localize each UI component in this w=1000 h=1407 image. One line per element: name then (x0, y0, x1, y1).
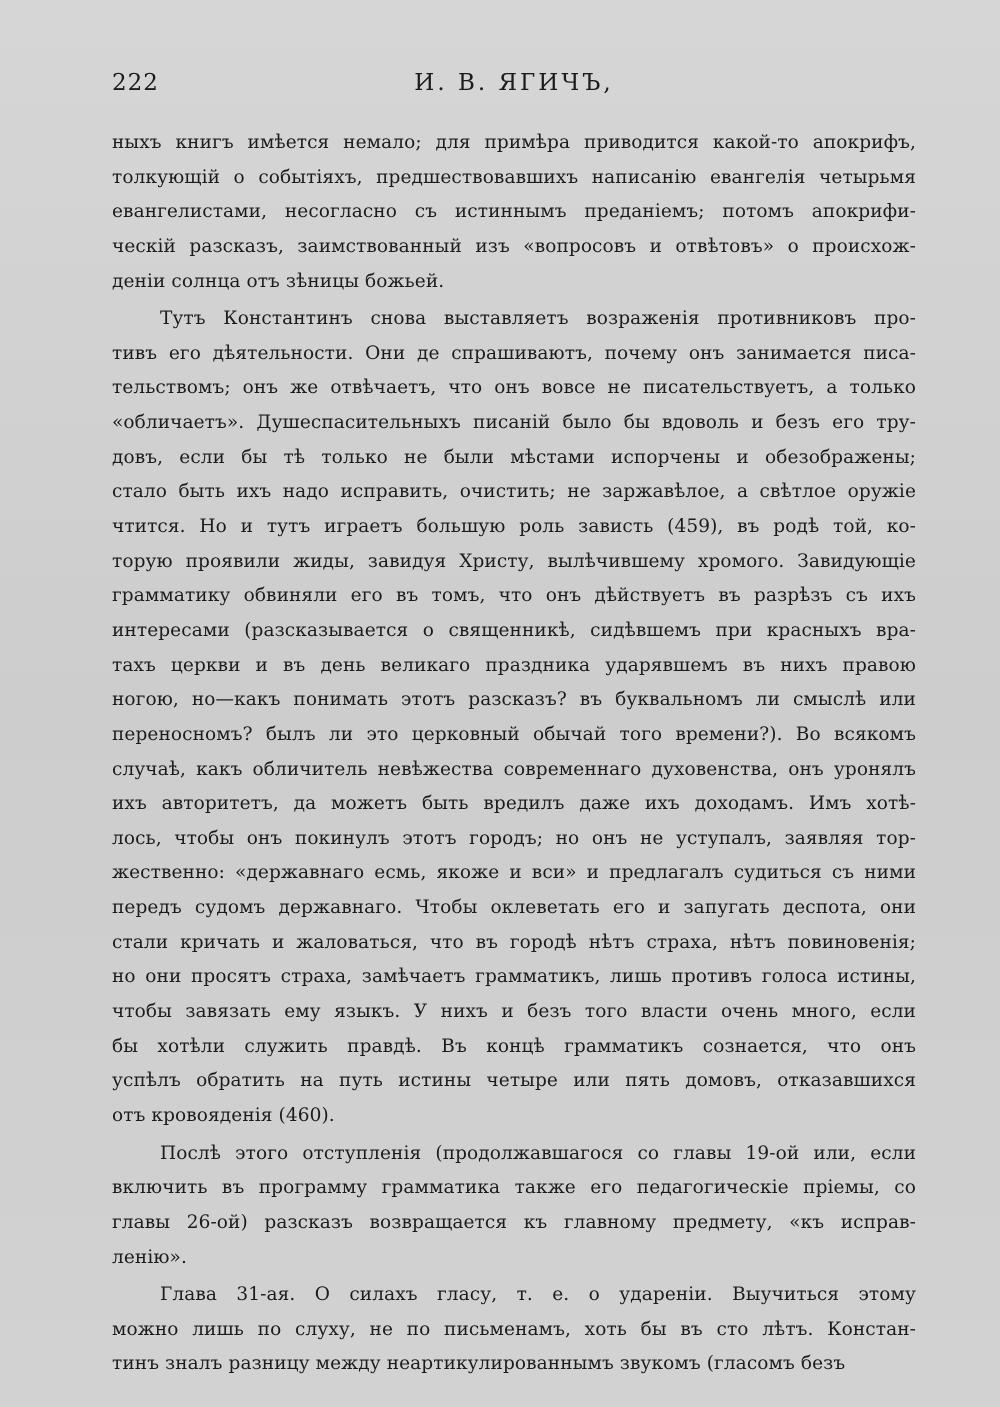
text-line: случаѣ, какъ обличитель невѣжества современнаго духовенства, онъ уронялъ (112, 758, 916, 780)
text-line: чтобы завязать ему языкъ. У нихъ и безъ того власти очень много, если (112, 1001, 916, 1023)
text-line: ленію». (112, 1246, 187, 1268)
text-line: ихъ авторитетъ, да можетъ быть вредилъ даже ихъ доходамъ. Имъ хотѣ- (112, 793, 916, 815)
text-line: переносномъ? былъ ли это церковный обычай того времени?). Во всякомъ (112, 723, 916, 745)
text-line: Послѣ этого отступленія (продолжавшагося со главы 19-ой или, если (160, 1142, 916, 1164)
page-header (112, 70, 916, 106)
text-line: бы хотѣли служить правдѣ. Въ концѣ грамматикъ сознается, что онъ (112, 1035, 916, 1057)
text-line: жественно: «державнаго есмь, якоже и вси» и предлагалъ судиться съ ними (112, 862, 916, 884)
running-head: И. В. ЯГИЧЪ, (414, 70, 614, 96)
text-line: ческій разсказъ, заимствованный изъ «вопросовъ и отвѣтовъ» о происхож- (112, 235, 916, 257)
text-line: тельствомъ; онъ же отвѣчаетъ, что онъ вовсе не писательствуетъ, а только (112, 377, 916, 399)
text-line: евангелистами, несогласно съ истиннымъ преданіемъ; потомъ апокрифи- (112, 201, 916, 223)
text-line: «обличаетъ». Душеспасительныхъ писаній было бы вдоволь и безъ его тру- (112, 412, 916, 434)
text-line: деніи солнца отъ зѣницы божьей. (112, 270, 445, 292)
page-number: 222 (112, 70, 159, 96)
text-line: отъ кровояденія (460). (112, 1104, 335, 1126)
text-line: довъ, если бы тѣ только не были мѣстами испорчены и обезображены; (112, 446, 916, 468)
text-line: можно лишь по слуху, не по письменамъ, хоть бы въ сто лѣтъ. Констан- (112, 1318, 916, 1340)
text-line: Глава 31-ая. О силахъ гласу, т. е. о удареніи. Выучиться этому (160, 1284, 916, 1306)
text-line: тивъ его дѣятельности. Они де спрашиваютъ, почему онъ занимается писа- (112, 342, 916, 364)
text-line: интересами (разсказывается о священникѣ, сидѣвшемъ при красныхъ вра- (112, 619, 916, 641)
text-line: успѣлъ обратить на путь истины четыре или пять домовъ, отказавшихся (112, 1070, 916, 1092)
text-line: тахъ церкви и въ день великаго праздника ударявшемъ въ нихъ правою (112, 654, 916, 676)
text-line: грамматику обвиняли его въ томъ, что онъ дѣйствуетъ въ разрѣзъ съ ихъ (112, 585, 916, 607)
text-line: главы 26-ой) разсказъ возвращается къ главному предмету, «къ исправ- (112, 1211, 916, 1233)
text-line: ногою, но—какъ понимать этотъ разсказъ? въ буквальномъ ли смыслѣ или (112, 689, 916, 711)
text-line: но они просятъ страха, замѣчаетъ грамматикъ, лишь противъ голоса истины, (112, 966, 916, 988)
text-line: толкующій о событіяхъ, предшествовавшихъ написанію евангелія четырьмя (112, 166, 916, 188)
text-line: стало быть ихъ надо исправить, очистить; не заржавѣлое, а свѣтлое оружіе (112, 481, 916, 503)
paragraph (112, 302, 916, 1133)
text-line: стали кричать и жаловаться, что въ городѣ нѣтъ страха, нѣтъ повиновенія; (112, 931, 916, 953)
text-line: ныхъ книгъ имѣется немало; для примѣра приводится какой-то апокрифъ, (112, 132, 916, 153)
text-line: торую проявили жиды, завидуя Христу, вылѣчившему хромого. Завидующіе (112, 550, 916, 572)
text-line: чтится. Но и тутъ играетъ большую роль зависть (459), въ родѣ той, ко- (112, 516, 916, 538)
paragraph (112, 126, 916, 299)
body-text (112, 126, 916, 1382)
text-line: Тутъ Константинъ снова выставляетъ возраженія противниковъ про- (160, 308, 916, 330)
text-line: передъ судомъ державнаго. Чтобы оклеветать его и запугать деспота, они (112, 897, 916, 919)
text-line: лось, чтобы онъ покинулъ этотъ городъ; но онъ не уступалъ, заявляя тор- (112, 827, 916, 849)
text-line: включить въ программу грамматика также его педагогическіе пріемы, со (112, 1177, 916, 1199)
paragraph (112, 1137, 916, 1276)
text-line: тинъ зналъ разницу между неартикулированнымъ звукомъ (гласомъ безъ (112, 1353, 846, 1375)
paragraph (112, 1278, 916, 1382)
